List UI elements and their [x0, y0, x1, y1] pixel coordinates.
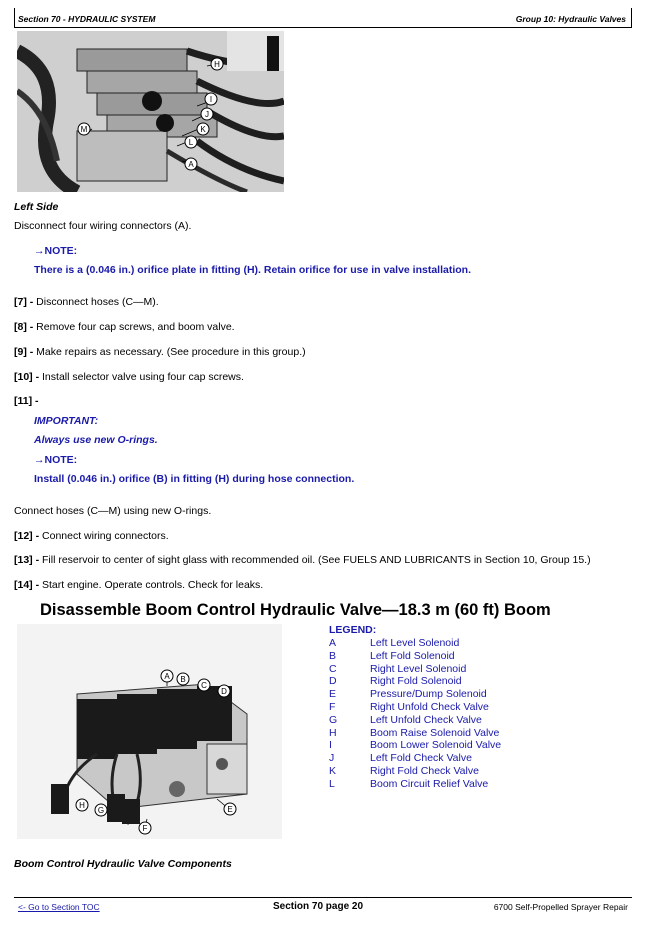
note1-text: There is a (0.046 in.) orifice plate in fitting (H). Retain orifice for use in valve installation. — [34, 264, 472, 276]
photo1-callout-a: A — [188, 160, 194, 169]
legend-label: Right Fold Check Valve — [370, 764, 479, 777]
step-disconnect-connectors: Disconnect four wiring connectors (A). — [14, 220, 192, 232]
legend-key: E — [329, 688, 337, 701]
photo2-callout-c: C — [201, 681, 207, 690]
legend-label: Boom Lower Solenoid Valve — [370, 739, 502, 752]
step-11 — [14, 395, 39, 408]
photo2-callout-a: A — [164, 672, 170, 681]
step-9-number: [9] - — [14, 346, 34, 358]
step-10-text: Install selector valve using four cap screws. — [42, 371, 244, 383]
legend-key: D — [329, 675, 337, 688]
legend-key: A — [329, 637, 337, 649]
step-9-text: Make repairs as necessary. (See procedure in this group.) — [36, 346, 306, 358]
photo2-callout-b: B — [180, 675, 186, 684]
step-10 — [14, 371, 244, 384]
legend-label: Left Fold Check Valve — [370, 752, 472, 765]
header-left-tick — [14, 8, 15, 28]
connect-hoses-text: Connect hoses (C—M) using new O-rings. — [14, 505, 212, 517]
photo2-callout-d: D — [221, 687, 227, 696]
legend-label: Left Fold Solenoid — [370, 649, 455, 662]
step-12-text: Connect wiring connectors. — [42, 530, 169, 542]
legend-item — [329, 752, 501, 765]
legend-item — [329, 650, 501, 663]
left-side-heading: Left Side — [14, 201, 59, 213]
step-9 — [14, 346, 306, 359]
photo1-callout-j: J — [205, 110, 209, 119]
step-14-number: [14] - — [14, 579, 40, 591]
legend-key: F — [329, 700, 336, 713]
legend-key: G — [329, 713, 338, 726]
legend-key: B — [329, 649, 337, 662]
legend-key: L — [329, 777, 335, 790]
legend-item — [329, 675, 501, 688]
step-12-number: [12] - — [14, 530, 40, 542]
important-label: IMPORTANT: — [34, 415, 99, 427]
legend-title: LEGEND: — [329, 624, 377, 636]
legend-item — [329, 765, 501, 778]
step-10-number: [10] - — [14, 371, 40, 383]
legend-item — [329, 688, 501, 701]
legend-key: H — [329, 726, 337, 739]
legend-list — [329, 637, 501, 791]
legend-label: Boom Circuit Relief Valve — [370, 777, 489, 790]
step-7-text: Disconnect hoses (C—M). — [36, 296, 159, 308]
legend-label: Pressure/Dump Solenoid — [370, 688, 487, 701]
photo1-callout-k: K — [200, 125, 206, 134]
legend-label: Right Fold Solenoid — [370, 675, 462, 688]
legend-key: C — [329, 662, 337, 675]
step-8-number: [8] - — [14, 321, 34, 333]
legend-item — [329, 739, 501, 752]
legend-key: K — [329, 764, 337, 777]
legend-key: J — [329, 752, 335, 765]
left-side-valve-photo — [17, 31, 284, 192]
boom-valve-components-illustration — [17, 624, 282, 839]
photo1-callout-i: I — [209, 95, 213, 104]
note1-label: →NOTE: — [34, 245, 78, 257]
photo2-callout-g: G — [97, 806, 105, 815]
header-group-label: Group 10: Hydraulic Valves — [515, 14, 626, 24]
header-section-label: Section 70 - HYDRAULIC SYSTEM — [18, 14, 156, 24]
footer-manual-title: 6700 Self-Propelled Sprayer Repair — [493, 902, 628, 912]
legend-key: I — [329, 739, 332, 752]
photo2-callout-h: H — [79, 801, 85, 810]
legend-item — [329, 663, 501, 676]
legend-item — [329, 637, 501, 650]
photo2-callout-e: E — [227, 805, 233, 814]
step-12 — [14, 530, 169, 543]
step-7-number: [7] - — [14, 296, 34, 308]
footer-page-label: Section 70 page 20 — [273, 901, 364, 912]
step-13 — [14, 554, 591, 567]
footer-rule — [14, 897, 632, 898]
go-to-section-toc-link[interactable]: <- Go to Section TOC — [18, 902, 100, 912]
step-11-number: [11] - — [14, 395, 39, 407]
legend-label: Boom Raise Solenoid Valve — [370, 726, 500, 739]
step-14 — [14, 579, 263, 592]
photo1-callout-l: L — [188, 138, 194, 147]
legend-label: Left Level Solenoid — [370, 637, 460, 649]
step-14-text: Start engine. Operate controls. Check for leaks. — [42, 579, 264, 591]
step-13-text: Fill reservoir to center of sight glass with recommended oil. (See FUELS AND LUBRICANTS in Section 10, Group 15.) — [42, 554, 591, 566]
legend-item — [329, 778, 501, 791]
step-7 — [14, 296, 159, 309]
step-8-text: Remove four cap screws, and boom valve. — [36, 321, 235, 333]
photo2-callout-f: F — [142, 824, 148, 833]
photo2-caption: Boom Control Hydraulic Valve Components — [14, 858, 232, 870]
note2-label: →NOTE: — [34, 454, 78, 466]
legend-item — [329, 727, 501, 740]
legend-label: Right Level Solenoid — [370, 662, 467, 675]
section-title: Disassemble Boom Control Hydraulic Valve—18.3 m (60 ft) Boom — [40, 601, 551, 619]
step-13-number: [13] - — [14, 554, 40, 566]
header-right-tick — [631, 8, 632, 28]
photo1-callout-h: H — [214, 60, 220, 69]
legend-label: Left Unfold Check Valve — [370, 713, 482, 726]
legend-label: Right Unfold Check Valve — [370, 700, 489, 713]
step-8 — [14, 321, 235, 334]
important-text: Always use new O-rings. — [34, 434, 158, 446]
note2-text: Install (0.046 in.) orifice (B) in fitting (H) during hose connection. — [34, 473, 355, 485]
legend-item — [329, 714, 501, 727]
header-rule — [14, 27, 632, 28]
boom-valve-components-photo — [17, 624, 282, 839]
legend-item — [329, 701, 501, 714]
photo1-callout-m: M — [80, 125, 88, 134]
left-side-valve-illustration — [17, 31, 284, 192]
